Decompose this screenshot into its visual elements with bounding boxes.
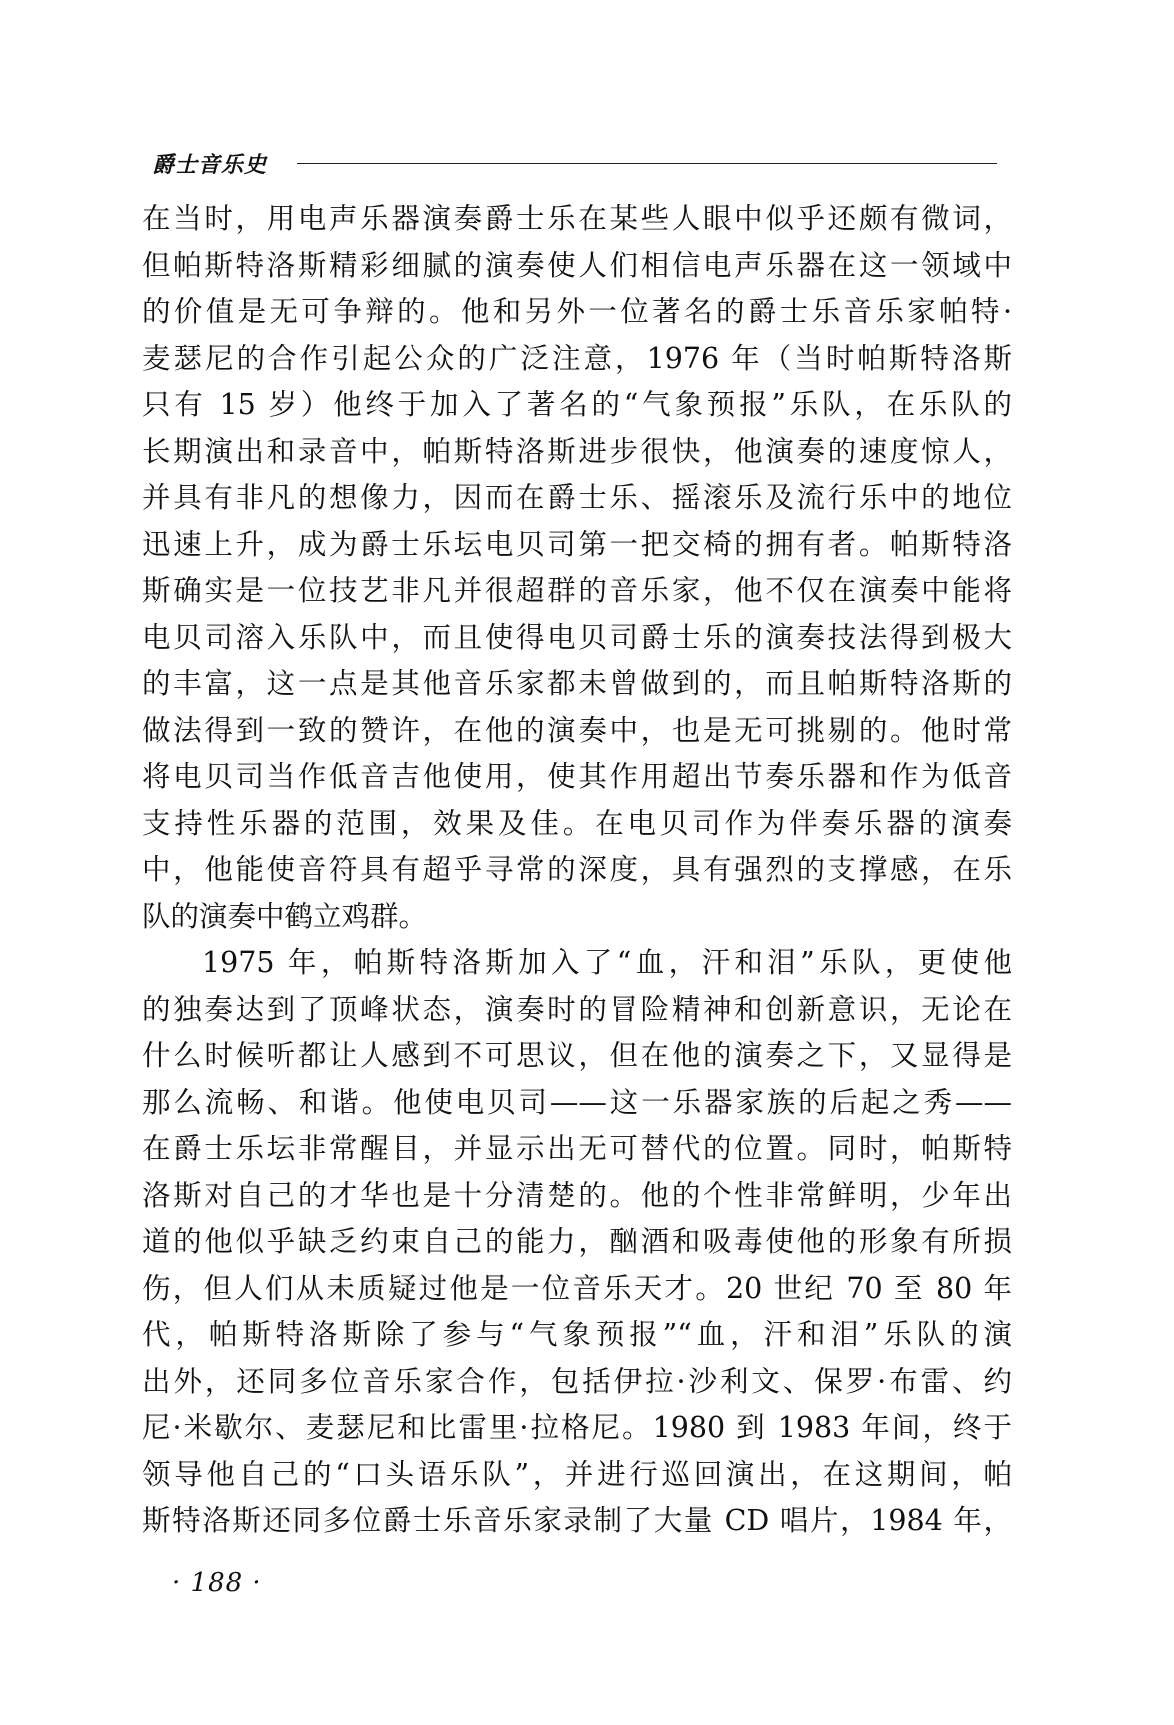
text-line: 尼·米歇尔、麦瑟尼和比雷里·拉格尼。1980 到 1983 年间，终于	[142, 1411, 1012, 1444]
text-line: 斯确实是一位技艺非凡并很超群的音乐家，他不仅在演奏中能将	[142, 574, 1012, 607]
text-line: 洛斯对自己的才华也是十分清楚的。他的个性非常鲜明，少年出	[142, 1178, 1012, 1212]
running-header	[152, 146, 997, 180]
text-line: 只有 15 岁）他终于加入了著名的“气象预报”乐队，在乐队的	[142, 388, 1012, 421]
text-line: 的独奏达到了顶峰状态，演奏时的冒险精神和创新意识，无论在	[142, 992, 1012, 1026]
header-rule	[297, 163, 997, 164]
text-line: 麦瑟尼的合作引起公众的广泛注意，1976 年（当时帕斯特洛斯	[142, 341, 1012, 375]
text-line: 支持性乐器的范围，效果及佳。在电贝司作为伴奏乐器的演奏	[142, 806, 1012, 840]
text-line: 代，帕斯特洛斯除了参与“气象预报”“血，汗和泪”乐队的演	[142, 1318, 1012, 1351]
text-line: 中，他能使音符具有超乎寻常的深度，具有强烈的支撑感，在乐	[142, 853, 1012, 886]
text-line: 将电贝司当作低音吉他使用，使其作用超出节奏乐器和作为低音	[142, 760, 1012, 793]
text-line: 长期演出和录音中，帕斯特洛斯进步很快，他演奏的速度惊人，	[142, 434, 1012, 468]
paragraph	[142, 940, 1012, 1545]
text-line: 迅速上升，成为爵士乐坛电贝司第一把交椅的拥有者。帕斯特洛	[142, 527, 1012, 561]
text-line: 队的演奏中鹤立鸡群。	[142, 899, 428, 933]
text-line: 但帕斯特洛斯精彩细腻的演奏使人们相信电声乐器在这一领域中	[142, 248, 1012, 282]
text-line: 在爵士乐坛非常醒目，并显示出无可替代的位置。同时，帕斯特	[142, 1132, 1012, 1165]
text-line: 并具有非凡的想像力，因而在爵士乐、摇滚乐及流行乐中的地位	[142, 481, 1012, 514]
text-line: 斯特洛斯还同多位爵士乐音乐家录制了大量 CD 唱片，1984 年，	[142, 1504, 1012, 1537]
text-line: 道的他似乎缺乏约束自己的能力，酗酒和吸毒使他的形象有所损	[142, 1225, 1012, 1258]
text-line: 在当时，用电声乐器演奏爵士乐在某些人眼中似乎还颇有微词，	[142, 202, 1012, 235]
text-line: 电贝司溶入乐队中，而且使得电贝司爵士乐的演奏技法得到极大	[142, 620, 1012, 654]
body-text	[142, 196, 1012, 1545]
text-line: 做法得到一致的赞许，在他的演奏中，也是无可挑剔的。他时常	[142, 713, 1012, 747]
page-number: · 188 ·	[172, 1568, 262, 1598]
paragraph	[142, 196, 1012, 940]
running-title: 爵士音乐史	[152, 151, 268, 178]
text-line: 领导他自己的“口头语乐队”，并进行巡回演出，在这期间，帕	[142, 1457, 1012, 1491]
text-line: 1975 年，帕斯特洛斯加入了“血，汗和泪”乐队，更使他	[202, 946, 1012, 979]
text-line: 的丰富，这一点是其他音乐家都未曾做到的，而且帕斯特洛斯的	[142, 667, 1012, 700]
text-line: 的价值是无可争辩的。他和另外一位著名的爵士乐音乐家帕特·	[142, 295, 1012, 328]
text-line: 出外，还同多位音乐家合作，包括伊拉·沙利文、保罗·布雷、约	[142, 1364, 1012, 1398]
text-line: 什么时候听都让人感到不可思议，但在他的演奏之下，又显得是	[142, 1039, 1012, 1072]
text-line: 那么流畅、和谐。他使电贝司——这一乐器家族的后起之秀——	[142, 1085, 1012, 1119]
text-line: 伤，但人们从未质疑过他是一位音乐天才。20 世纪 70 至 80 年	[142, 1271, 1012, 1305]
